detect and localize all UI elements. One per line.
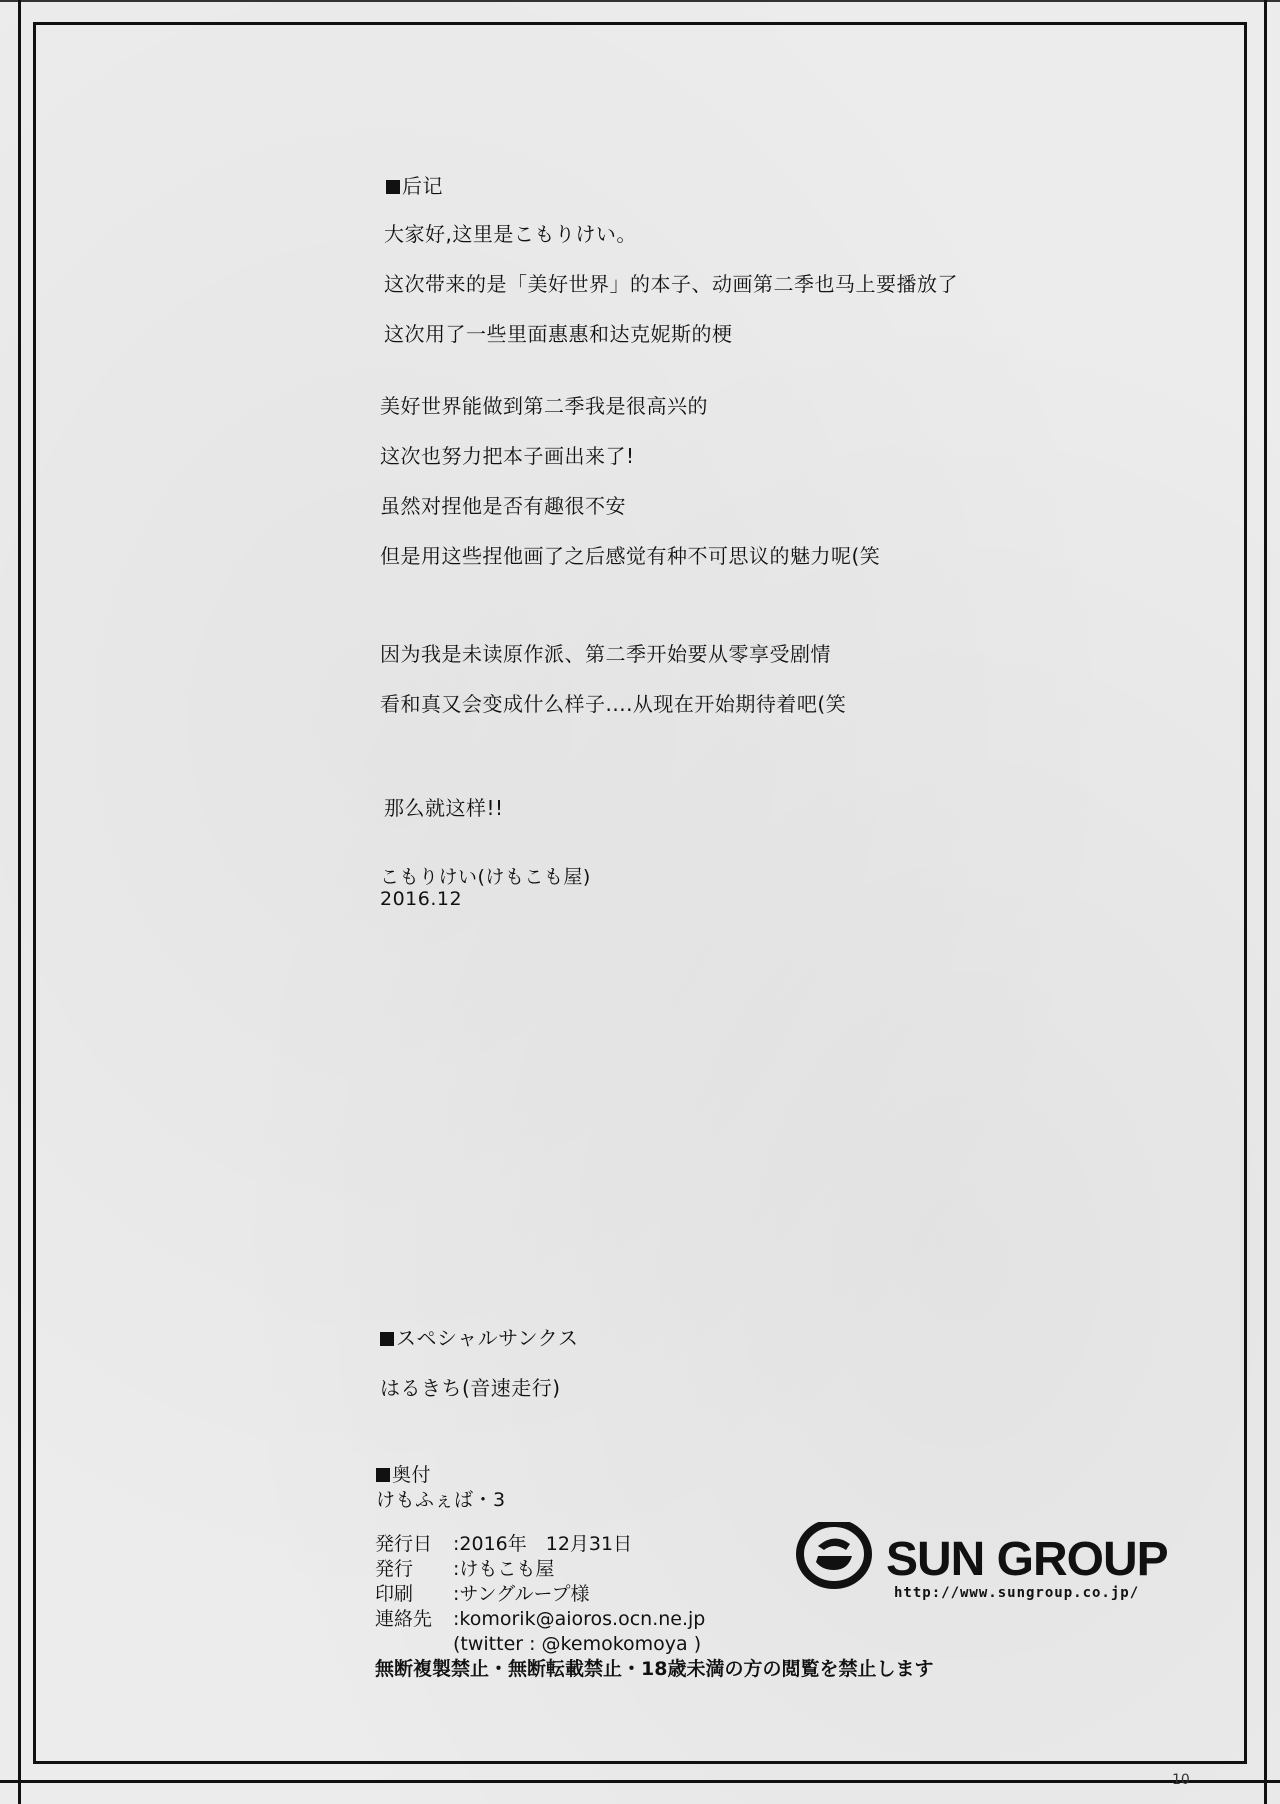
top-rule — [0, 0, 1280, 2]
afterword-line-6: 虽然对捏他是否有趣很不安 — [380, 494, 626, 518]
afterword-line-1: 大家好,这里是こもりけい。 — [384, 222, 637, 246]
colophon-title: けもふぇば・3 — [376, 1489, 506, 1511]
colophon-row-notice — [375, 1657, 933, 1682]
issue-date-label: 発行日 — [375, 1533, 433, 1555]
afterword-line-7: 但是用这些捏他画了之后感觉有种不可思议的魅力呢(笑 — [380, 544, 881, 568]
author-date: 2016.12 — [380, 888, 463, 910]
colophon-heading: 奥付 — [376, 1460, 431, 1487]
afterword-line-5: 这次也努力把本子画出来了! — [380, 444, 635, 468]
logo-wordmark: SUN GROUP — [886, 1533, 1168, 1586]
afterword-line-3: 这次用了一些里面惠惠和达克妮斯的梗 — [384, 322, 733, 346]
afterword-line-2: 这次带来的是「美好世界」的本子、动画第二季也马上要播放了 — [384, 272, 958, 296]
special-thanks-heading: スペシャルサンクス — [380, 1322, 579, 1351]
publisher-label: 発行 — [375, 1558, 414, 1580]
bullet-square-icon — [380, 1332, 394, 1346]
contact-label: 連絡先 — [375, 1608, 433, 1630]
publisher-value: :けもこも屋 — [453, 1558, 555, 1580]
right-rule — [1264, 0, 1267, 1804]
left-rule — [18, 0, 21, 1804]
printer-label: 印刷 — [375, 1583, 414, 1605]
contact-value: :komorik@aioros.ocn.ne.jp — [453, 1608, 706, 1630]
printer-value: :サングループ様 — [453, 1583, 590, 1605]
twitter-value: (twitter : @kemokomoya ) — [453, 1633, 702, 1655]
bullet-square-icon — [386, 180, 400, 194]
bottom-rule — [0, 1780, 1280, 1783]
author-signature: こもりけい(けもこも屋) — [380, 866, 591, 888]
afterword-closing: 那么就这样!! — [384, 796, 504, 820]
afterword-line-4: 美好世界能做到第二季我是很高兴的 — [380, 394, 708, 418]
notice-text: 無断複製禁止・無断転載禁止・18歳未満の方の閲覧を禁止します — [375, 1658, 934, 1680]
page-number: 10 — [1172, 1772, 1190, 1788]
afterword-line-8: 因为我是未读原作派、第二季开始要从零享受剧情 — [380, 642, 831, 666]
afterword-line-9: 看和真又会变成什么样子....从现在开始期待着吧(笑 — [380, 692, 847, 716]
issue-date-value: :2016年 12月31日 — [453, 1533, 633, 1555]
bullet-square-icon — [376, 1468, 390, 1482]
colophon-row-twitter — [375, 1632, 933, 1657]
special-thanks-name: はるきち(音速走行) — [380, 1376, 561, 1400]
afterword-heading: 后记 — [386, 170, 443, 199]
logo-url: http://www.sungroup.co.jp/ — [894, 1585, 1140, 1601]
